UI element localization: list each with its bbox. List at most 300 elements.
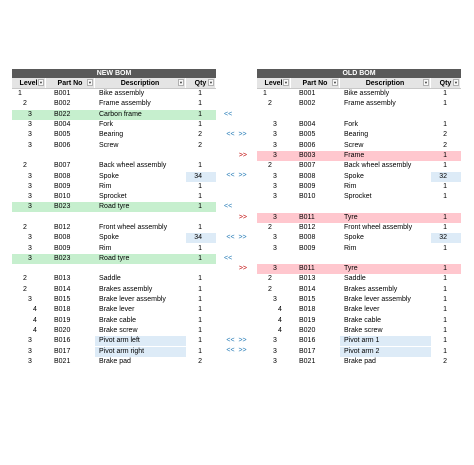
part-no-cell[interactable]: B018: [299, 306, 316, 314]
description-cell[interactable]: Spoke: [99, 234, 119, 242]
level-cell[interactable]: 2: [23, 275, 27, 283]
table-row[interactable]: [12, 264, 216, 274]
table-row[interactable]: [12, 130, 216, 140]
level-cell[interactable]: 2: [23, 285, 27, 293]
part-no-cell[interactable]: B012: [54, 224, 71, 231]
description-cell[interactable]: Brakes assembly: [99, 285, 153, 293]
qty-cell[interactable]: 34: [186, 233, 216, 243]
description-cell[interactable]: Back wheel assembly: [344, 162, 412, 170]
removed-marker: >>: [238, 234, 247, 242]
qty-cell[interactable]: 32: [431, 233, 461, 243]
description-cell[interactable]: Screw: [344, 141, 364, 149]
qty-cell[interactable]: 1: [198, 162, 202, 170]
part-no-cell[interactable]: B007: [299, 162, 316, 170]
description-cell[interactable]: Brake pad: [344, 357, 376, 365]
removed-marker: >>: [238, 151, 247, 159]
level-cell[interactable]: 3: [12, 110, 46, 120]
part-no-cell[interactable]: B012: [299, 224, 316, 231]
diff-marker: [216, 357, 257, 367]
level-cell[interactable]: 2: [23, 224, 27, 231]
description-cell[interactable]: Brake pad: [99, 357, 131, 365]
level-cell[interactable]: 3: [273, 141, 277, 149]
table-row[interactable]: [257, 357, 461, 367]
part-no-cell[interactable]: B023: [46, 254, 95, 264]
level-cell[interactable]: 3: [28, 296, 32, 304]
level-cell[interactable]: 1: [263, 90, 267, 98]
description-cell[interactable]: Fork: [344, 121, 358, 129]
part-no-cell[interactable]: B007: [54, 162, 71, 170]
level-cell[interactable]: 4: [278, 306, 282, 314]
qty-cell[interactable]: 1: [443, 90, 447, 98]
level-cell[interactable]: 3: [273, 234, 277, 242]
qty-cell[interactable]: 2: [443, 357, 447, 365]
description-cell[interactable]: Tyre: [340, 213, 431, 223]
table-row[interactable]: [12, 326, 216, 336]
table-row[interactable]: [257, 140, 461, 150]
added-marker: <<: [224, 203, 233, 211]
part-no-cell[interactable]: B005: [54, 131, 71, 139]
diff-marker: [216, 213, 257, 223]
description-cell[interactable]: Front wheel assembly: [99, 224, 168, 231]
table-row[interactable]: [12, 295, 216, 305]
level-cell[interactable]: 3: [257, 264, 291, 274]
qty-cell[interactable]: 2: [198, 141, 202, 149]
table-row[interactable]: [257, 233, 461, 243]
qty-cell[interactable]: 1: [198, 275, 202, 283]
part-no-cell[interactable]: B009: [54, 182, 71, 190]
part-no-cell[interactable]: B019: [299, 316, 316, 324]
qty-cell[interactable]: 1: [431, 264, 461, 274]
table-row[interactable]: [12, 254, 216, 264]
table-row[interactable]: [12, 336, 216, 346]
table-row[interactable]: [12, 357, 216, 367]
part-no-cell[interactable]: B011: [291, 264, 340, 274]
table-row[interactable]: [257, 89, 461, 99]
qty-cell[interactable]: 1: [443, 326, 447, 334]
qty-column-header[interactable]: Qty ▼: [186, 78, 216, 88]
added-marker: <<: [224, 254, 233, 262]
table-row[interactable]: [257, 316, 461, 326]
part-no-cell[interactable]: B020: [54, 326, 71, 334]
part-no-cell[interactable]: B009: [299, 244, 316, 252]
table-row[interactable]: [12, 120, 216, 130]
qty-cell[interactable]: 1: [443, 285, 447, 293]
qty-cell[interactable]: 1: [198, 306, 202, 314]
table-row[interactable]: [257, 99, 461, 109]
table-row[interactable]: [257, 326, 461, 336]
description-cell[interactable]: Brake lever: [344, 306, 380, 314]
description-cell[interactable]: Frame: [340, 151, 431, 161]
level-cell[interactable]: 3: [28, 182, 32, 190]
new-bom-table: [12, 69, 216, 367]
level-cell[interactable]: 2: [268, 100, 272, 108]
table-row[interactable]: [12, 182, 216, 192]
diff-marker: [216, 264, 257, 274]
qty-cell[interactable]: 1: [198, 90, 202, 98]
table-row[interactable]: [12, 171, 216, 181]
level-cell[interactable]: 3: [12, 202, 46, 212]
qty-cell[interactable]: 1: [198, 296, 202, 304]
table-row[interactable]: [257, 346, 461, 356]
qty-cell[interactable]: 1: [198, 316, 202, 324]
description-cell[interactable]: Brake cable: [344, 316, 381, 324]
level-cell[interactable]: 3: [273, 193, 277, 201]
filter-dropdown-icon[interactable]: ▼: [209, 80, 213, 85]
description-cell[interactable]: Brake screw: [99, 326, 138, 334]
part-no-cell[interactable]: B008: [54, 172, 71, 180]
level-cell[interactable]: 3: [28, 141, 32, 149]
old-bom-rows: [257, 89, 461, 367]
qty-cell[interactable]: 1: [443, 182, 447, 190]
diff-marker: [216, 182, 257, 192]
level-cell[interactable]: 3: [273, 121, 277, 129]
table-row[interactable]: [257, 285, 461, 295]
diff-marker: [216, 346, 257, 356]
diff-marker: [216, 161, 257, 171]
table-row[interactable]: [12, 99, 216, 109]
new-bom-header: [12, 78, 216, 89]
diff-marker: [216, 140, 257, 150]
table-row[interactable]: [12, 202, 216, 212]
qty-cell[interactable]: 1: [198, 193, 202, 201]
description-cell[interactable]: Spoke: [344, 172, 364, 180]
description-column-header[interactable]: Description ▼: [95, 78, 186, 88]
description-cell[interactable]: Brake lever: [99, 306, 135, 314]
table-row[interactable]: [12, 223, 216, 233]
part-no-cell[interactable]: B018: [54, 306, 71, 314]
part-no-cell[interactable]: B004: [54, 121, 71, 129]
qty-cell[interactable]: 1: [443, 121, 447, 129]
table-row[interactable]: [257, 274, 461, 284]
part-no-cell[interactable]: B001: [54, 90, 71, 98]
table-row[interactable]: [257, 110, 461, 120]
part-no-cell[interactable]: B021: [299, 357, 316, 365]
old-bom-header: [257, 78, 461, 89]
qty-cell[interactable]: 1: [198, 347, 202, 355]
table-row[interactable]: [257, 243, 461, 253]
description-cell[interactable]: Front wheel assembly: [344, 224, 413, 231]
level-cell[interactable]: 3: [28, 357, 32, 365]
filter-dropdown-icon[interactable]: ▼: [454, 80, 458, 85]
level-cell[interactable]: 3: [257, 213, 291, 223]
added-marker: <<: [226, 337, 235, 345]
table-row[interactable]: [12, 316, 216, 326]
part-no-cell[interactable]: B016: [54, 337, 71, 345]
filter-dropdown-icon[interactable]: ▼: [88, 80, 92, 85]
qty-cell[interactable]: 1: [198, 326, 202, 334]
table-row[interactable]: [12, 243, 216, 253]
level-cell[interactable]: 3: [28, 193, 32, 201]
description-cell[interactable]: Spoke: [99, 172, 119, 180]
qty-cell[interactable]: 1: [186, 254, 216, 264]
table-row[interactable]: [12, 213, 216, 223]
filter-dropdown-icon[interactable]: ▼: [179, 80, 183, 85]
description-cell[interactable]: Saddle: [99, 275, 121, 283]
filter-dropdown-icon[interactable]: ▼: [424, 80, 428, 85]
description-cell[interactable]: Brakes assembly: [344, 285, 398, 293]
qty-cell[interactable]: 1: [443, 244, 447, 252]
table-row[interactable]: [257, 223, 461, 233]
table-row[interactable]: [12, 346, 216, 356]
part-no-cell[interactable]: B010: [299, 193, 316, 201]
qty-cell[interactable]: 32: [431, 172, 461, 182]
table-row[interactable]: [257, 202, 461, 212]
diff-marker: [216, 151, 257, 161]
part-no-cell[interactable]: B020: [299, 326, 316, 334]
level-cell[interactable]: 3: [273, 296, 277, 304]
qty-cell[interactable]: 1: [186, 202, 216, 212]
removed-marker: >>: [238, 347, 247, 355]
filter-dropdown-icon[interactable]: ▼: [39, 80, 43, 85]
description-cell[interactable]: Road tyre: [95, 254, 186, 264]
old-bom-table: [257, 69, 461, 367]
diff-marker: [216, 326, 257, 336]
description-cell[interactable]: Tyre: [340, 264, 431, 274]
qty-cell[interactable]: 1: [443, 224, 447, 231]
level-cell[interactable]: 2: [268, 162, 272, 170]
description-cell[interactable]: Brake cable: [99, 316, 136, 324]
level-cell[interactable]: 3: [273, 347, 277, 355]
table-row[interactable]: [12, 233, 216, 243]
part-no-cell[interactable]: B019: [54, 316, 71, 324]
diff-marker: [216, 110, 257, 120]
qty-cell[interactable]: 1: [198, 100, 202, 108]
level-column-header[interactable]: Level ▼: [257, 78, 291, 88]
qty-cell[interactable]: 1: [443, 162, 447, 170]
qty-cell[interactable]: 2: [198, 131, 202, 139]
level-cell[interactable]: 3: [28, 121, 32, 129]
table-row[interactable]: [257, 254, 461, 264]
level-cell[interactable]: 3: [273, 337, 277, 345]
part-no-cell[interactable]: B006: [54, 141, 71, 149]
level-cell[interactable]: 3: [28, 131, 32, 139]
table-row[interactable]: [257, 264, 461, 274]
part-no-column-header[interactable]: Part No ▼: [291, 78, 340, 88]
qty-cell[interactable]: 1: [443, 100, 447, 108]
description-cell[interactable]: Pivot arm 2: [340, 347, 431, 357]
level-cell[interactable]: 2: [268, 224, 272, 231]
table-row[interactable]: [257, 305, 461, 315]
level-cell[interactable]: 3: [273, 182, 277, 190]
diff-markers: [216, 89, 257, 367]
description-column-header[interactable]: Description ▼: [340, 78, 431, 88]
part-no-cell[interactable]: B002: [299, 100, 316, 108]
part-no-cell[interactable]: B003: [291, 151, 340, 161]
qty-cell[interactable]: 2: [443, 141, 447, 149]
qty-cell[interactable]: 1: [443, 296, 447, 304]
level-cell[interactable]: 3: [273, 172, 277, 180]
part-no-cell[interactable]: B014: [299, 285, 316, 293]
table-row[interactable]: [257, 336, 461, 346]
level-cell[interactable]: 2: [268, 275, 272, 283]
table-row[interactable]: [257, 213, 461, 223]
level-cell[interactable]: 3: [273, 244, 277, 252]
description-cell[interactable]: Bearing: [344, 131, 369, 139]
description-cell[interactable]: Bearing: [99, 131, 124, 139]
description-cell[interactable]: Rim: [344, 244, 357, 252]
description-cell[interactable]: Sprocket: [99, 193, 127, 201]
qty-cell[interactable]: 1: [198, 182, 202, 190]
part-no-cell[interactable]: B017: [299, 347, 316, 355]
part-no-cell[interactable]: B008: [299, 172, 316, 180]
table-row[interactable]: [257, 130, 461, 140]
level-cell[interactable]: 4: [278, 326, 282, 334]
level-cell[interactable]: 4: [278, 316, 282, 324]
table-row[interactable]: [257, 192, 461, 202]
qty-column-header[interactable]: Qty ▼: [431, 78, 461, 88]
description-cell[interactable]: Rim: [99, 182, 112, 190]
level-cell[interactable]: 3: [28, 347, 32, 355]
old-bom-title: OLD BOM: [257, 69, 461, 78]
table-row[interactable]: [12, 110, 216, 120]
table-row[interactable]: [12, 305, 216, 315]
qty-cell[interactable]: 1: [431, 213, 461, 223]
description-cell[interactable]: Pivot arm left: [95, 336, 186, 346]
diff-marker: [216, 130, 257, 140]
description-cell[interactable]: Frame assembly: [99, 100, 151, 108]
level-cell[interactable]: 2: [268, 285, 272, 293]
part-no-cell[interactable]: B009: [54, 244, 71, 252]
description-cell[interactable]: Brake lever assembly: [344, 296, 411, 304]
qty-cell[interactable]: 1: [186, 110, 216, 120]
description-cell[interactable]: Saddle: [344, 275, 366, 283]
description-cell[interactable]: Spoke: [344, 234, 364, 242]
description-cell[interactable]: Pivot arm 1: [340, 336, 431, 346]
removed-marker: >>: [238, 337, 247, 345]
qty-cell[interactable]: 1: [443, 337, 447, 345]
table-row[interactable]: [257, 120, 461, 130]
part-no-cell[interactable]: B009: [299, 182, 316, 190]
description-cell[interactable]: Screw: [99, 141, 119, 149]
qty-cell[interactable]: 2: [198, 357, 202, 365]
diff-marker: [216, 99, 257, 109]
description-cell[interactable]: Rim: [344, 182, 357, 190]
added-marker: <<: [226, 347, 235, 355]
part-no-cell[interactable]: B013: [299, 275, 316, 283]
qty-cell[interactable]: 1: [431, 151, 461, 161]
description-cell[interactable]: Rim: [99, 244, 112, 252]
level-cell[interactable]: 3: [28, 172, 32, 180]
table-row[interactable]: [257, 295, 461, 305]
table-row[interactable]: [12, 192, 216, 202]
description-cell[interactable]: Fork: [99, 121, 113, 129]
part-no-cell[interactable]: B023: [46, 202, 95, 212]
table-row[interactable]: [12, 151, 216, 161]
part-no-cell[interactable]: B010: [54, 193, 71, 201]
part-no-cell[interactable]: B016: [299, 337, 316, 345]
part-no-cell[interactable]: B005: [299, 131, 316, 139]
part-no-cell[interactable]: B008: [299, 234, 316, 242]
description-cell[interactable]: Pivot arm right: [95, 347, 186, 357]
level-cell[interactable]: 3: [28, 244, 32, 252]
description-cell[interactable]: Sprocket: [344, 193, 372, 201]
removed-marker: >>: [238, 172, 247, 180]
new-bom-rows: [12, 89, 216, 367]
qty-cell[interactable]: 1: [198, 244, 202, 252]
level-cell[interactable]: 2: [23, 100, 27, 108]
part-no-cell[interactable]: B001: [299, 90, 316, 98]
diff-marker: [216, 243, 257, 253]
description-cell[interactable]: Bike assembly: [99, 90, 145, 98]
part-no-cell[interactable]: B006: [299, 141, 316, 149]
qty-cell[interactable]: 1: [443, 316, 447, 324]
level-cell[interactable]: 3: [28, 234, 32, 242]
description-cell[interactable]: Road tyre: [95, 202, 186, 212]
part-no-cell[interactable]: B011: [291, 213, 340, 223]
part-no-cell[interactable]: B015: [54, 296, 71, 304]
qty-cell[interactable]: 1: [443, 306, 447, 314]
part-no-cell[interactable]: B021: [54, 357, 71, 365]
qty-cell[interactable]: 1: [443, 275, 447, 283]
part-no-cell[interactable]: B013: [54, 275, 71, 283]
table-row[interactable]: [257, 161, 461, 171]
table-row[interactable]: [12, 285, 216, 295]
level-cell[interactable]: 4: [33, 326, 37, 334]
qty-cell[interactable]: 34: [186, 172, 216, 182]
description-cell[interactable]: Brake screw: [344, 326, 383, 334]
description-cell[interactable]: Carbon frame: [95, 110, 186, 120]
removed-marker: >>: [238, 265, 247, 273]
part-no-cell[interactable]: B017: [54, 347, 71, 355]
diff-marker: [216, 202, 257, 212]
level-cell[interactable]: 3: [257, 151, 291, 161]
qty-cell[interactable]: 1: [198, 285, 202, 293]
part-no-cell[interactable]: B022: [46, 110, 95, 120]
description-cell[interactable]: Frame assembly: [344, 100, 396, 108]
part-no-cell[interactable]: B004: [299, 121, 316, 129]
description-cell[interactable]: Brake lever assembly: [99, 296, 166, 304]
added-marker: <<: [224, 110, 233, 118]
part-no-cell[interactable]: B014: [54, 285, 71, 293]
new-bom-title: NEW BOM: [12, 69, 216, 78]
table-row[interactable]: [257, 171, 461, 181]
qty-cell[interactable]: 1: [198, 224, 202, 231]
part-no-column-header[interactable]: Part No ▼: [46, 78, 95, 88]
table-row[interactable]: [12, 140, 216, 150]
description-cell[interactable]: Bike assembly: [344, 90, 390, 98]
qty-cell[interactable]: 1: [198, 121, 202, 129]
qty-cell[interactable]: 1: [443, 193, 447, 201]
diff-marker: [216, 295, 257, 305]
diff-marker: [216, 89, 257, 99]
level-cell[interactable]: 1: [18, 90, 22, 98]
table-row[interactable]: [257, 151, 461, 161]
table-row[interactable]: [12, 161, 216, 171]
part-no-cell[interactable]: B008: [54, 234, 71, 242]
part-no-cell[interactable]: B015: [299, 296, 316, 304]
level-cell[interactable]: 4: [33, 316, 37, 324]
level-cell[interactable]: 3: [273, 357, 277, 365]
level-column-header[interactable]: Level ▼: [12, 78, 46, 88]
level-cell[interactable]: 3: [273, 131, 277, 139]
part-no-cell[interactable]: B002: [54, 100, 71, 108]
level-cell[interactable]: 3: [28, 337, 32, 345]
table-row[interactable]: [12, 274, 216, 284]
added-marker: <<: [226, 131, 235, 139]
level-cell[interactable]: 4: [33, 306, 37, 314]
table-row[interactable]: [12, 89, 216, 99]
filter-dropdown-icon[interactable]: ▼: [333, 80, 337, 85]
diff-marker: [216, 171, 257, 181]
level-cell[interactable]: 2: [23, 162, 27, 170]
qty-cell[interactable]: 1: [198, 337, 202, 345]
level-cell[interactable]: 3: [12, 254, 46, 264]
table-row[interactable]: [257, 182, 461, 192]
description-cell[interactable]: Back wheel assembly: [99, 162, 167, 170]
filter-dropdown-icon[interactable]: ▼: [284, 80, 288, 85]
qty-cell[interactable]: 1: [443, 347, 447, 355]
qty-cell[interactable]: 2: [443, 131, 447, 139]
